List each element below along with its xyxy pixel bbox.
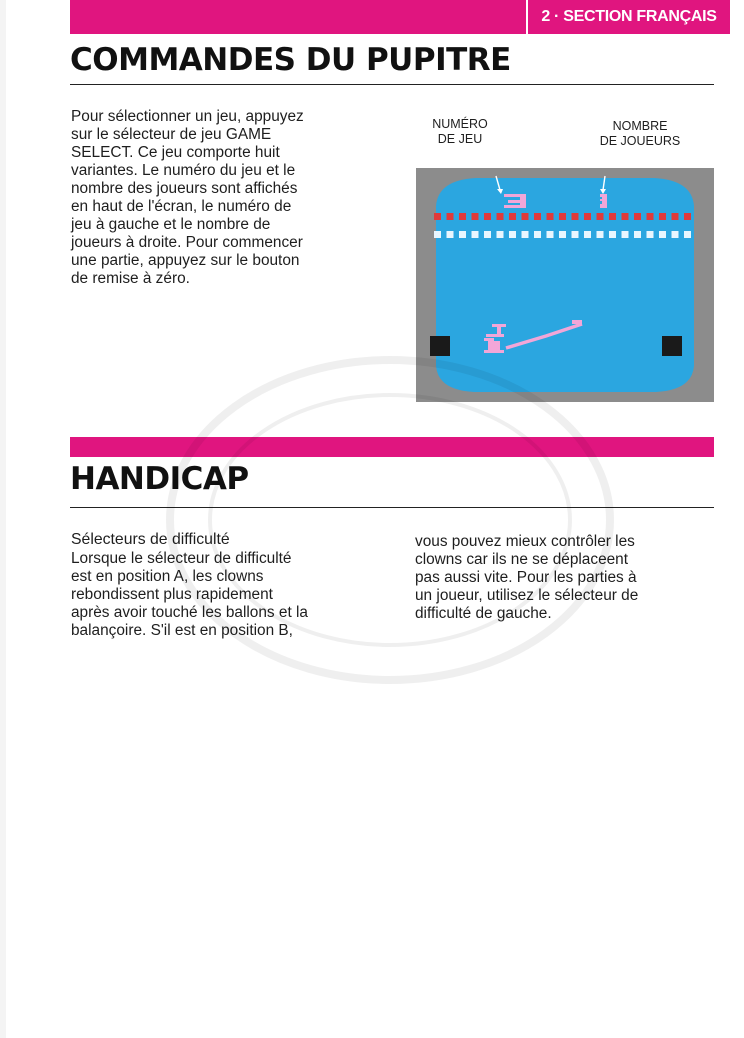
intro-line: SELECT. Ce jeu comporte huit (71, 144, 280, 161)
red-balloon (672, 213, 679, 220)
white-balloon (484, 231, 491, 238)
white-balloon (572, 231, 579, 238)
right-bumper (662, 336, 682, 356)
label-game-number-line: NUMÉRO (432, 117, 488, 131)
watermark (160, 350, 620, 690)
handicap-line: est en position A, les clowns (71, 568, 264, 585)
red-balloon (634, 213, 641, 220)
handicap-line: vous pouvez mieux contrôler les (415, 533, 635, 550)
red-balloon (684, 213, 691, 220)
red-balloon (534, 213, 541, 220)
handicap-line: difficulté de gauche. (415, 605, 552, 622)
white-balloon (647, 231, 654, 238)
intro-line: joueurs à droite. Pour commencer (71, 234, 303, 251)
white-balloon (609, 231, 616, 238)
intro-line: sur le sélecteur de jeu GAME (71, 126, 272, 143)
white-balloon (472, 231, 479, 238)
label-game-number-line: DE JEU (437, 132, 483, 146)
intro-line: une partie, appuyez sur le bouton (71, 252, 300, 269)
handicap-line: balançoire. S'il est en position B, (71, 622, 293, 639)
white-balloon (534, 231, 541, 238)
red-balloon (572, 213, 579, 220)
red-balloon (497, 213, 504, 220)
white-balloon (447, 231, 454, 238)
header-bar (70, 0, 526, 34)
intro-line: nombre des joueurs sont affichés (71, 180, 298, 197)
bottom-balloon-row (434, 231, 691, 238)
intro-line: Pour sélectionner un jeu, appuyez (71, 108, 304, 125)
white-balloon (584, 231, 591, 238)
red-balloon (559, 213, 566, 220)
handicap-subheading: Sélecteurs de difficulté (71, 531, 230, 548)
red-balloon (547, 213, 554, 220)
handicap-line: après avoir touché les ballons et la (71, 604, 308, 621)
white-balloon (622, 231, 629, 238)
white-balloon (522, 231, 529, 238)
red-balloon (459, 213, 466, 220)
intro-line: variantes. Le numéro du jeu et le (71, 162, 296, 179)
top-balloon-row (434, 213, 691, 220)
intro-line: de remise à zéro. (71, 270, 190, 287)
red-balloon (597, 213, 604, 220)
handicap-line: rebondissent plus rapidement (71, 586, 273, 603)
red-balloon (647, 213, 654, 220)
red-balloon (447, 213, 454, 220)
white-balloon (509, 231, 516, 238)
white-balloon (634, 231, 641, 238)
red-balloon (484, 213, 491, 220)
red-balloon (522, 213, 529, 220)
white-balloon (559, 231, 566, 238)
handicap-line: Lorsque le sélecteur de difficulté (71, 550, 292, 567)
white-balloon (497, 231, 504, 238)
handicap-title: HANDICAP (70, 461, 249, 497)
white-balloon (684, 231, 691, 238)
white-balloon (459, 231, 466, 238)
page-title: COMMANDES DU PUPITRE (70, 42, 511, 78)
players-digit (600, 194, 607, 208)
white-balloon (547, 231, 554, 238)
white-balloon (597, 231, 604, 238)
intro-line: jeu à gauche et le nombre de (71, 216, 271, 233)
section-tag: 2 · SECTION FRANÇAIS (528, 0, 730, 34)
white-balloon (434, 231, 441, 238)
handicap-line: clowns car ils ne se déplaceent (415, 551, 629, 568)
red-balloon (609, 213, 616, 220)
intro-line: en haut de l'écran, le numéro de (71, 198, 292, 215)
red-balloon (472, 213, 479, 220)
red-balloon (659, 213, 666, 220)
label-players-line: NOMBRE (612, 119, 668, 133)
title-rule (70, 84, 714, 85)
red-balloon (434, 213, 441, 220)
label-players (585, 119, 695, 149)
red-balloon (509, 213, 516, 220)
handicap-line: pas aussi vite. Pour les parties à (415, 569, 637, 586)
page-edge (0, 0, 6, 1038)
white-balloon (672, 231, 679, 238)
white-balloon (659, 231, 666, 238)
red-balloon (622, 213, 629, 220)
label-players-line: DE JOUEURS (599, 134, 681, 148)
label-game-number (415, 117, 505, 147)
seesaw-tip (572, 320, 582, 324)
handicap-line: un joueur, utilisez le sélecteur de (415, 587, 639, 604)
red-balloon (584, 213, 591, 220)
